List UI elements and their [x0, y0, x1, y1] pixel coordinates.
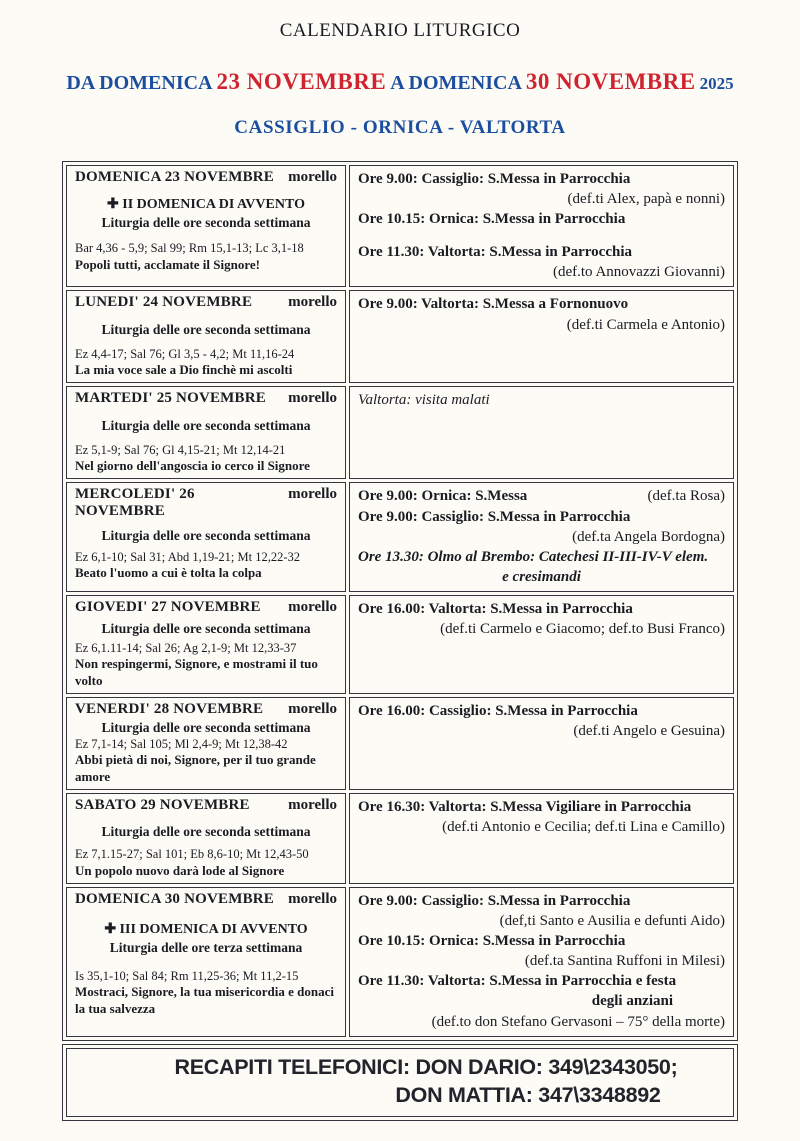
to-label: A DOMENICA: [390, 72, 522, 94]
day-cell: [66, 482, 346, 591]
event-line: (def.ta Angela Bordogna): [572, 528, 725, 545]
liturgy-note: Liturgia delle ore seconda settimana: [101, 720, 311, 736]
event-line: Ore 9.00: Valtorta: S.Messa a Fornonuovo: [358, 296, 629, 313]
antiphon: Un popolo nuovo darà lode al Signore: [75, 862, 285, 878]
antiphon: Non respingermi, Signore, e mostrami il tuo volto: [75, 656, 318, 688]
liturgical-color-label: morello: [288, 486, 337, 503]
events-cell: [349, 386, 734, 479]
antiphon: Beato l'uomo a cui è tolta la colpa: [75, 565, 262, 581]
events-cell: [349, 482, 734, 591]
liturgy-note: Liturgia delle ore terza settimana: [109, 939, 303, 955]
day-title: MARTEDI' 25 NOVEMBRE: [75, 390, 266, 407]
event-line: [358, 486, 725, 506]
date-range: [62, 69, 738, 95]
parishes-title: CASSIGLIO - ORNICA - VALTORTA: [234, 117, 566, 138]
day-title: DOMENICA 23 NOVEMBRE: [75, 169, 275, 185]
event-note: (def.ta Rosa): [647, 488, 725, 505]
readings: Ez 7,1-14; Sal 105; Ml 2,4-9; Mt 12,38-42: [75, 736, 288, 751]
liturgical-color-label: morello: [288, 890, 337, 907]
page-title: CALENDARIO LITURGICO: [279, 20, 521, 41]
readings: Bar 4,36 - 5,9; Sal 99; Rm 15,1-13; Lc 3,1-18: [75, 241, 304, 256]
day-title: MERCOLEDI' 26 NOVEMBRE: [75, 486, 195, 520]
day-title: SABATO 29 NOVEMBRE: [75, 796, 250, 813]
antiphon: Abbi pietà di noi, Signore, per il tuo grande amore: [75, 752, 316, 784]
event-line: (def.ti Alex, papà e nonni): [567, 191, 725, 208]
event-line: Ore 16.30: Valtorta: S.Messa Vigiliare in Parrocchia: [358, 798, 692, 815]
events-cell: [349, 697, 734, 790]
table-row: [66, 290, 734, 383]
readings: Is 35,1-10; Sal 84; Rm 11,25-36; Mt 11,2-15: [75, 968, 299, 983]
readings: Ez 6,1.11-14; Sal 26; Ag 2,1-9; Mt 12,33-37: [75, 640, 297, 655]
feast-title: ✚ II DOMENICA DI AVVENTO: [107, 197, 305, 213]
events-cell: [349, 290, 734, 383]
day-title: LUNEDI' 24 NOVEMBRE: [75, 294, 253, 311]
antiphon: Popoli tutti, acclamate il Signore!: [75, 256, 260, 272]
event-line: (def.ti Carmelo e Giacomo; def.to Busi Franco): [440, 621, 725, 638]
table-row: [66, 482, 734, 591]
table-row: [66, 165, 734, 287]
day-title: VENERDI' 28 NOVEMBRE: [75, 700, 264, 717]
contacts-footer: [62, 1044, 738, 1121]
day-cell: [66, 290, 346, 383]
day-title: DOMENICA 30 NOVEMBRE: [75, 890, 275, 907]
antiphon: La mia voce sale a Dio finchè mi ascolti: [75, 362, 293, 378]
event-line: Ore 10.15: Ornica: S.Messa in Parrocchia: [358, 211, 626, 228]
liturgical-color-label: morello: [288, 796, 337, 813]
event-line: (def.to don Stefano Gervasoni – 75° della morte): [431, 1013, 725, 1030]
contact-line-2: DON MATTIA: 347\3348892: [395, 1082, 661, 1107]
liturgical-color-label: morello: [288, 598, 337, 615]
day-cell: [66, 793, 346, 884]
readings: Ez 7,1.15-27; Sal 101; Eb 8,6-10; Mt 12,43-50: [75, 847, 309, 862]
year: 2025: [699, 74, 734, 93]
liturgical-color-label: morello: [288, 294, 337, 311]
event-line: e cresimandi: [502, 568, 581, 585]
antiphon: Nel giorno dell'angoscia io cerco il Signore: [75, 458, 310, 474]
event-line: (def.ta Santina Ruffoni in Milesi): [524, 953, 725, 970]
event-line: (def.ti Angelo e Gesuina): [573, 723, 725, 740]
events-cell: [349, 887, 734, 1037]
events-cell: [349, 793, 734, 884]
event-line: Ore 9.00: Cassiglio: S.Messa in Parrocchia: [358, 508, 631, 525]
event-line: Ore 9.00: Cassiglio: S.Messa in Parrocchia: [358, 171, 631, 187]
event-line: Ore 11.30: Valtorta: S.Messa in Parrocchia e festa: [358, 973, 677, 990]
day-title: GIOVEDI' 27 NOVEMBRE: [75, 598, 261, 615]
table-row: [66, 595, 734, 694]
readings: Ez 6,1-10; Sal 31; Abd 1,19-21; Mt 12,22-32: [75, 549, 300, 564]
liturgical-color-label: morello: [288, 390, 337, 407]
antiphon: Mostraci, Signore, la tua misericordia e donaci la tua salvezza: [75, 984, 335, 1016]
liturgical-color-label: morello: [288, 169, 337, 185]
events-cell: [349, 165, 734, 287]
event-line: Ore 13.30: Olmo al Brembo: Catechesi II-III-IV-V elem.: [358, 548, 709, 565]
event-line: (def.ti Carmela e Antonio): [566, 316, 725, 333]
table-row: [66, 793, 734, 884]
contact-line-1: RECAPITI TELEFONICI: DON DARIO: 349\2343050;: [174, 1054, 678, 1079]
day-cell: [66, 595, 346, 694]
event-line: Ore 10.15: Ornica: S.Messa in Parrocchia: [358, 933, 626, 950]
liturgy-note: Liturgia delle ore seconda settimana: [101, 621, 311, 637]
event-line: (def.ti Antonio e Cecilia; def.ti Lina e Camillo): [442, 819, 725, 836]
from-label: DA DOMENICA: [66, 72, 213, 94]
event-line: Valtorta: visita malati: [358, 392, 490, 409]
readings: Ez 5,1-9; Sal 76; Gl 4,15-21; Mt 12,14-21: [75, 442, 286, 457]
event-text: Ore 9.00: Ornica: S.Messa: [358, 488, 528, 505]
liturgy-note: Liturgia delle ore seconda settimana: [101, 528, 311, 544]
event-line: Ore 9.00: Cassiglio: S.Messa in Parrocchia: [358, 892, 631, 909]
table-row: [66, 697, 734, 790]
day-cell: [66, 887, 346, 1037]
readings: Ez 4,4-17; Sal 76; Gl 3,5 - 4,2; Mt 11,16-24: [75, 346, 295, 361]
liturgy-note: Liturgia delle ore seconda settimana: [101, 823, 311, 839]
liturgy-note: Liturgia delle ore seconda settimana: [101, 322, 311, 338]
calendar-table: [62, 161, 738, 1041]
liturgy-note: Liturgia delle ore seconda settimana: [101, 215, 311, 231]
events-cell: [349, 595, 734, 694]
day-cell: [66, 386, 346, 479]
event-line: Ore 16.00: Valtorta: S.Messa in Parrocchia: [358, 600, 633, 617]
event-line: Ore 16.00: Cassiglio: S.Messa in Parrocchia: [358, 702, 638, 719]
liturgical-color-label: morello: [288, 700, 337, 717]
liturgy-note: Liturgia delle ore seconda settimana: [101, 418, 311, 434]
to-date: 30 NOVEMBRE: [525, 69, 696, 94]
event-line: (def.to Annovazzi Giovanni): [552, 264, 725, 281]
day-cell: [66, 165, 346, 287]
event-line: Ore 11.30: Valtorta: S.Messa in Parrocchia: [358, 244, 632, 261]
table-row: [66, 386, 734, 479]
feast-title: ✚ III DOMENICA DI AVVENTO: [104, 921, 308, 937]
event-line: degli anziani: [591, 993, 673, 1010]
table-row: [66, 887, 734, 1037]
from-date: 23 NOVEMBRE: [216, 69, 387, 94]
event-line: (def,ti Santo e Ausilia e defunti Aido): [499, 913, 725, 930]
day-cell: [66, 697, 346, 790]
